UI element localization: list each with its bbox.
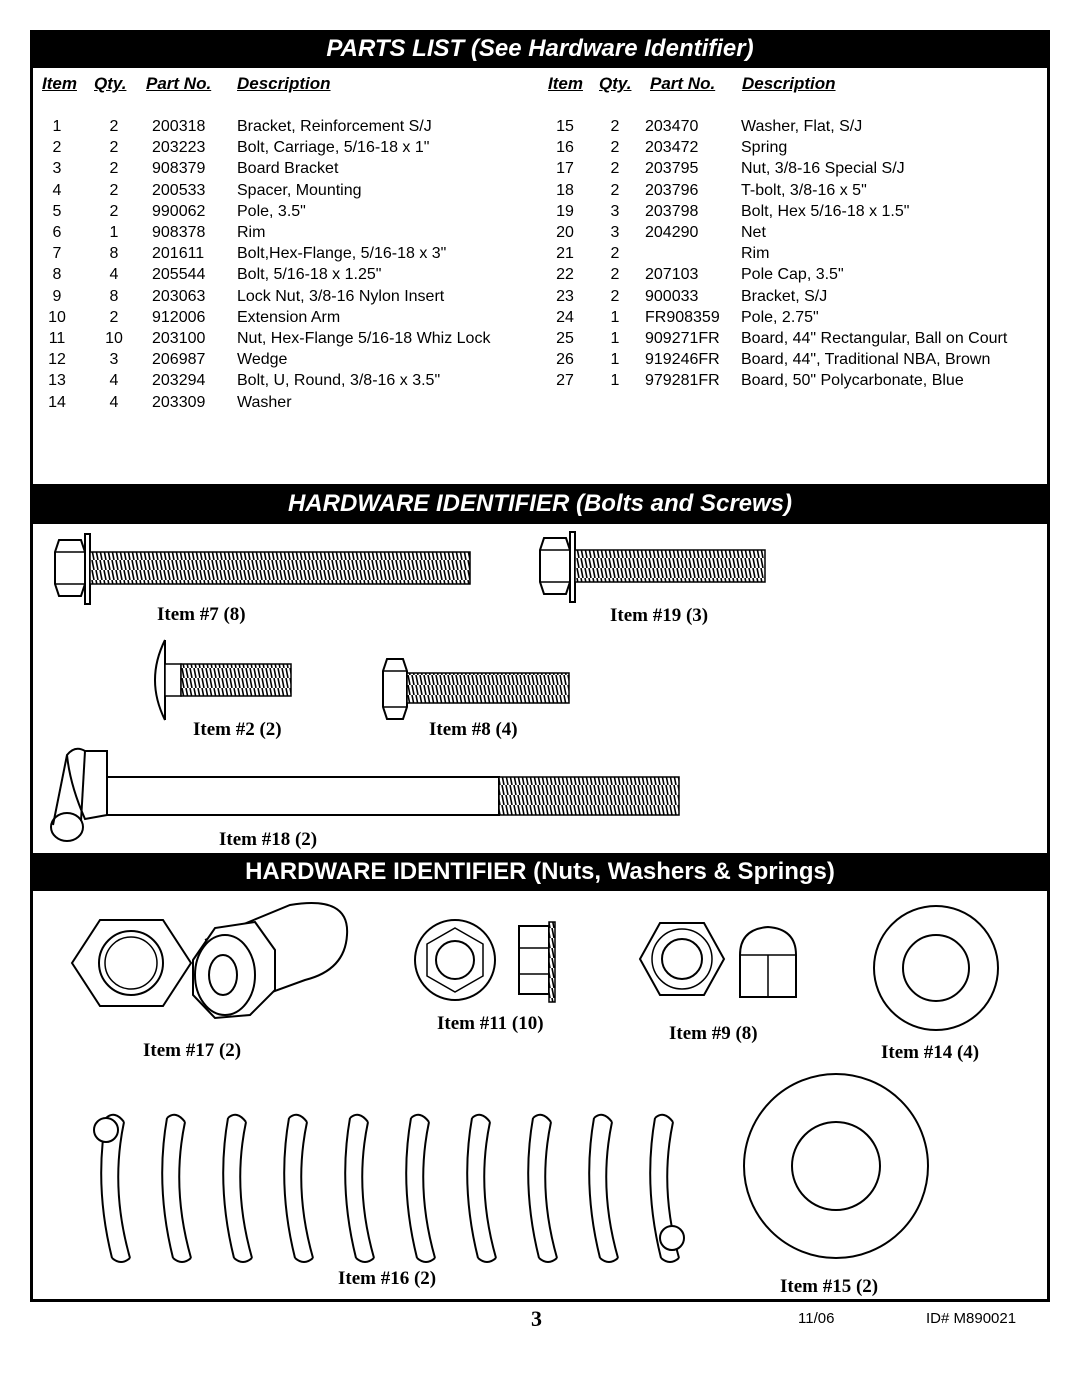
header-item: Item	[42, 74, 77, 93]
part-item-cell: 11	[48, 330, 66, 347]
part-description-cell: Lock Nut, 3/8-16 Nylon Insert	[237, 287, 445, 305]
part-item-cell: 3	[52, 160, 62, 178]
part-number-cell: 200318	[152, 118, 206, 135]
parts-list-title: PARTS LIST (See Hardware Identifier)	[30, 30, 1050, 68]
whiz-lock-nut-drawing	[415, 918, 570, 1008]
part-qty-cell: 1	[109, 224, 119, 241]
part-item-cell: 14	[48, 393, 66, 411]
special-nut-drawing	[75, 900, 360, 1030]
part-item-cell: 2	[52, 139, 62, 157]
part-number-cell: 201611	[152, 245, 205, 263]
part-item-cell: 21	[556, 245, 574, 263]
part-item-cell: 5	[52, 202, 62, 220]
part-item-cell: 22	[556, 266, 574, 284]
part-description-cell: Board, 50" Polycarbonate, Blue	[741, 372, 964, 390]
part-qty-cell: 1	[610, 372, 620, 390]
part-qty-cell: 3	[610, 224, 620, 241]
part-qty-cell: 2	[610, 181, 620, 199]
part-item-cell: 9	[52, 287, 62, 305]
part-item-cell: 7	[52, 245, 62, 263]
part-qty-cell: 2	[610, 160, 620, 178]
part-number-cell: 203223	[152, 139, 206, 157]
t-bolt-drawing	[45, 745, 685, 845]
part-item-cell: 13	[48, 372, 66, 390]
part-item-cell: 18	[556, 181, 574, 199]
part-number-cell: 908379	[152, 160, 206, 178]
part-item-cell: 20	[556, 224, 574, 241]
page-number: 3	[531, 1306, 542, 1331]
part-item-cell: 12	[48, 351, 66, 369]
part-number-cell: 204290	[645, 224, 699, 241]
header-qty: Qty.	[599, 74, 632, 93]
part-description-cell: Net	[741, 224, 766, 241]
part-number-cell: 206987	[152, 351, 206, 369]
part-qty-cell: 2	[109, 181, 119, 199]
bolts-identifier-title: HARDWARE IDENTIFIER (Bolts and Screws)	[30, 484, 1050, 524]
part-item-cell: 10	[48, 308, 66, 326]
part-number-cell: 205544	[152, 266, 206, 284]
header-description: Description	[742, 74, 836, 93]
part-qty-cell: 2	[109, 139, 119, 157]
part-description-cell: Wedge	[237, 351, 288, 369]
item-8-label: Item #8 (4)	[429, 719, 518, 740]
item-7-label: Item #7 (8)	[157, 604, 246, 625]
part-qty-cell: 2	[109, 308, 119, 326]
item-15-label: Item #15 (2)	[780, 1276, 879, 1297]
item-9-label: Item #9 (8)	[669, 1023, 758, 1044]
part-item-cell: 23	[556, 287, 574, 305]
part-item-cell: 25	[556, 330, 574, 347]
part-qty-cell: 2	[610, 118, 620, 135]
part-number-cell: 203294	[152, 372, 206, 390]
part-number-cell: 909271FR	[645, 330, 720, 347]
part-description-cell: Board, 44", Traditional NBA, Brown	[741, 351, 991, 369]
part-number-cell: 203309	[152, 393, 206, 411]
nuts-identifier-title: HARDWARE IDENTIFIER (Nuts, Washers & Springs)	[30, 853, 1050, 891]
part-qty-cell: 4	[109, 266, 119, 284]
part-description-cell: Washer, Flat, S/J	[741, 118, 863, 135]
part-description-cell: T-bolt, 3/8-16 x 5"	[741, 181, 867, 199]
spring-drawing	[92, 1108, 692, 1268]
part-description-cell: Rim	[741, 245, 770, 263]
part-description-cell: Spring	[741, 139, 788, 157]
part-number-cell: 203470	[645, 118, 699, 135]
flat-washer-drawing	[742, 1072, 932, 1262]
part-qty-cell: 2	[109, 118, 119, 135]
footer-date: 11/06	[798, 1310, 835, 1327]
part-description-cell: Nut, 3/8-16 Special S/J	[741, 160, 905, 178]
hex-flange-bolt-7-drawing	[55, 530, 475, 606]
part-number-cell: 203795	[645, 160, 699, 178]
part-item-cell: 8	[52, 266, 62, 284]
part-number-cell: 919246FR	[645, 351, 720, 369]
part-qty-cell: 3	[610, 202, 620, 220]
part-qty-cell: 2	[109, 160, 119, 178]
part-item-cell: 19	[556, 202, 574, 220]
item-18-label: Item #18 (2)	[219, 829, 318, 850]
part-qty-cell: 4	[109, 372, 119, 390]
part-number-cell: 200533	[152, 181, 206, 199]
part-description-cell: Rim	[237, 224, 266, 241]
part-qty-cell: 1	[610, 330, 620, 347]
part-number-cell: 912006	[152, 308, 206, 326]
item-17-label: Item #17 (2)	[143, 1040, 242, 1061]
part-qty-cell: 8	[109, 287, 119, 305]
item-16-label: Item #16 (2)	[338, 1268, 437, 1289]
part-qty-cell: 10	[105, 330, 123, 347]
part-number-cell: 908378	[152, 224, 206, 241]
part-item-cell: 1	[52, 118, 62, 135]
item-14-label: Item #14 (4)	[881, 1042, 980, 1063]
part-number-cell: 203798	[645, 202, 699, 220]
part-description-cell: Bolt, Carriage, 5/16-18 x 1"	[237, 139, 430, 157]
part-description-cell: Nut, Hex-Flange 5/16-18 Whiz Lock	[237, 330, 491, 347]
part-number-cell: 979281FR	[645, 372, 720, 390]
part-item-cell: 6	[52, 224, 62, 241]
part-qty-cell: 8	[109, 245, 119, 263]
part-description-cell: Pole Cap, 3.5"	[741, 266, 844, 284]
item-19-label: Item #19 (3)	[610, 605, 709, 626]
carriage-bolt-drawing	[145, 638, 295, 722]
header-description: Description	[237, 74, 331, 93]
part-description-cell: Bolt, 5/16-18 x 1.25"	[237, 266, 382, 284]
part-description-cell: Bracket, Reinforcement S/J	[237, 118, 432, 135]
part-item-cell: 26	[556, 351, 574, 369]
hex-bolt-drawing	[383, 655, 573, 725]
part-number-cell: 203796	[645, 181, 699, 199]
header-qty: Qty.	[94, 74, 127, 93]
part-qty-cell: 4	[109, 393, 119, 411]
part-description-cell: Extension Arm	[237, 308, 341, 326]
washer-drawing	[872, 904, 1002, 1034]
header-part-no: Part No.	[650, 74, 716, 93]
part-number-cell: 900033	[645, 287, 699, 305]
part-qty-cell: 2	[610, 245, 620, 263]
hex-flange-bolt-19-drawing	[540, 528, 780, 604]
part-number-cell: 207103	[645, 266, 699, 284]
part-description-cell: Bolt, Hex 5/16-18 x 1.5"	[741, 202, 910, 220]
part-number-cell: 203063	[152, 287, 206, 305]
part-number-cell: 203472	[645, 139, 699, 157]
part-item-cell: 24	[556, 308, 574, 326]
part-qty-cell: 2	[610, 287, 620, 305]
part-description-cell: Washer	[237, 393, 292, 411]
nylon-lock-nut-drawing	[640, 915, 805, 1005]
part-item-cell: 15	[556, 118, 574, 135]
part-description-cell: Spacer, Mounting	[237, 181, 362, 199]
footer-id: ID# M890021	[926, 1310, 1017, 1327]
item-11-label: Item #11 (10)	[437, 1013, 544, 1034]
part-item-cell: 4	[52, 181, 62, 199]
item-2-label: Item #2 (2)	[193, 719, 282, 740]
part-description-cell: Board, 44" Rectangular, Ball on Court	[741, 330, 1008, 347]
part-item-cell: 27	[556, 372, 574, 390]
part-qty-cell: 1	[610, 308, 620, 326]
part-qty-cell: 2	[610, 139, 620, 157]
part-description-cell: Pole, 2.75"	[741, 308, 819, 326]
part-number-cell: 990062	[152, 202, 206, 220]
part-qty-cell: 2	[109, 202, 119, 220]
part-qty-cell: 1	[610, 351, 620, 369]
part-qty-cell: 3	[109, 351, 119, 369]
part-qty-cell: 2	[610, 266, 620, 284]
part-description-cell: Bolt, U, Round, 3/8-16 x 3.5"	[237, 372, 441, 390]
part-number-cell: FR908359	[645, 308, 720, 326]
part-description-cell: Bracket, S/J	[741, 287, 828, 305]
part-description-cell: Pole, 3.5"	[237, 202, 306, 220]
part-item-cell: 17	[556, 160, 574, 178]
part-item-cell: 16	[556, 139, 574, 157]
part-description-cell: Board Bracket	[237, 160, 339, 178]
part-description-cell: Bolt,Hex-Flange, 5/16-18 x 3"	[237, 245, 447, 263]
header-item: Item	[548, 74, 583, 93]
header-part-no: Part No.	[146, 74, 212, 93]
part-number-cell: 203100	[152, 330, 206, 347]
